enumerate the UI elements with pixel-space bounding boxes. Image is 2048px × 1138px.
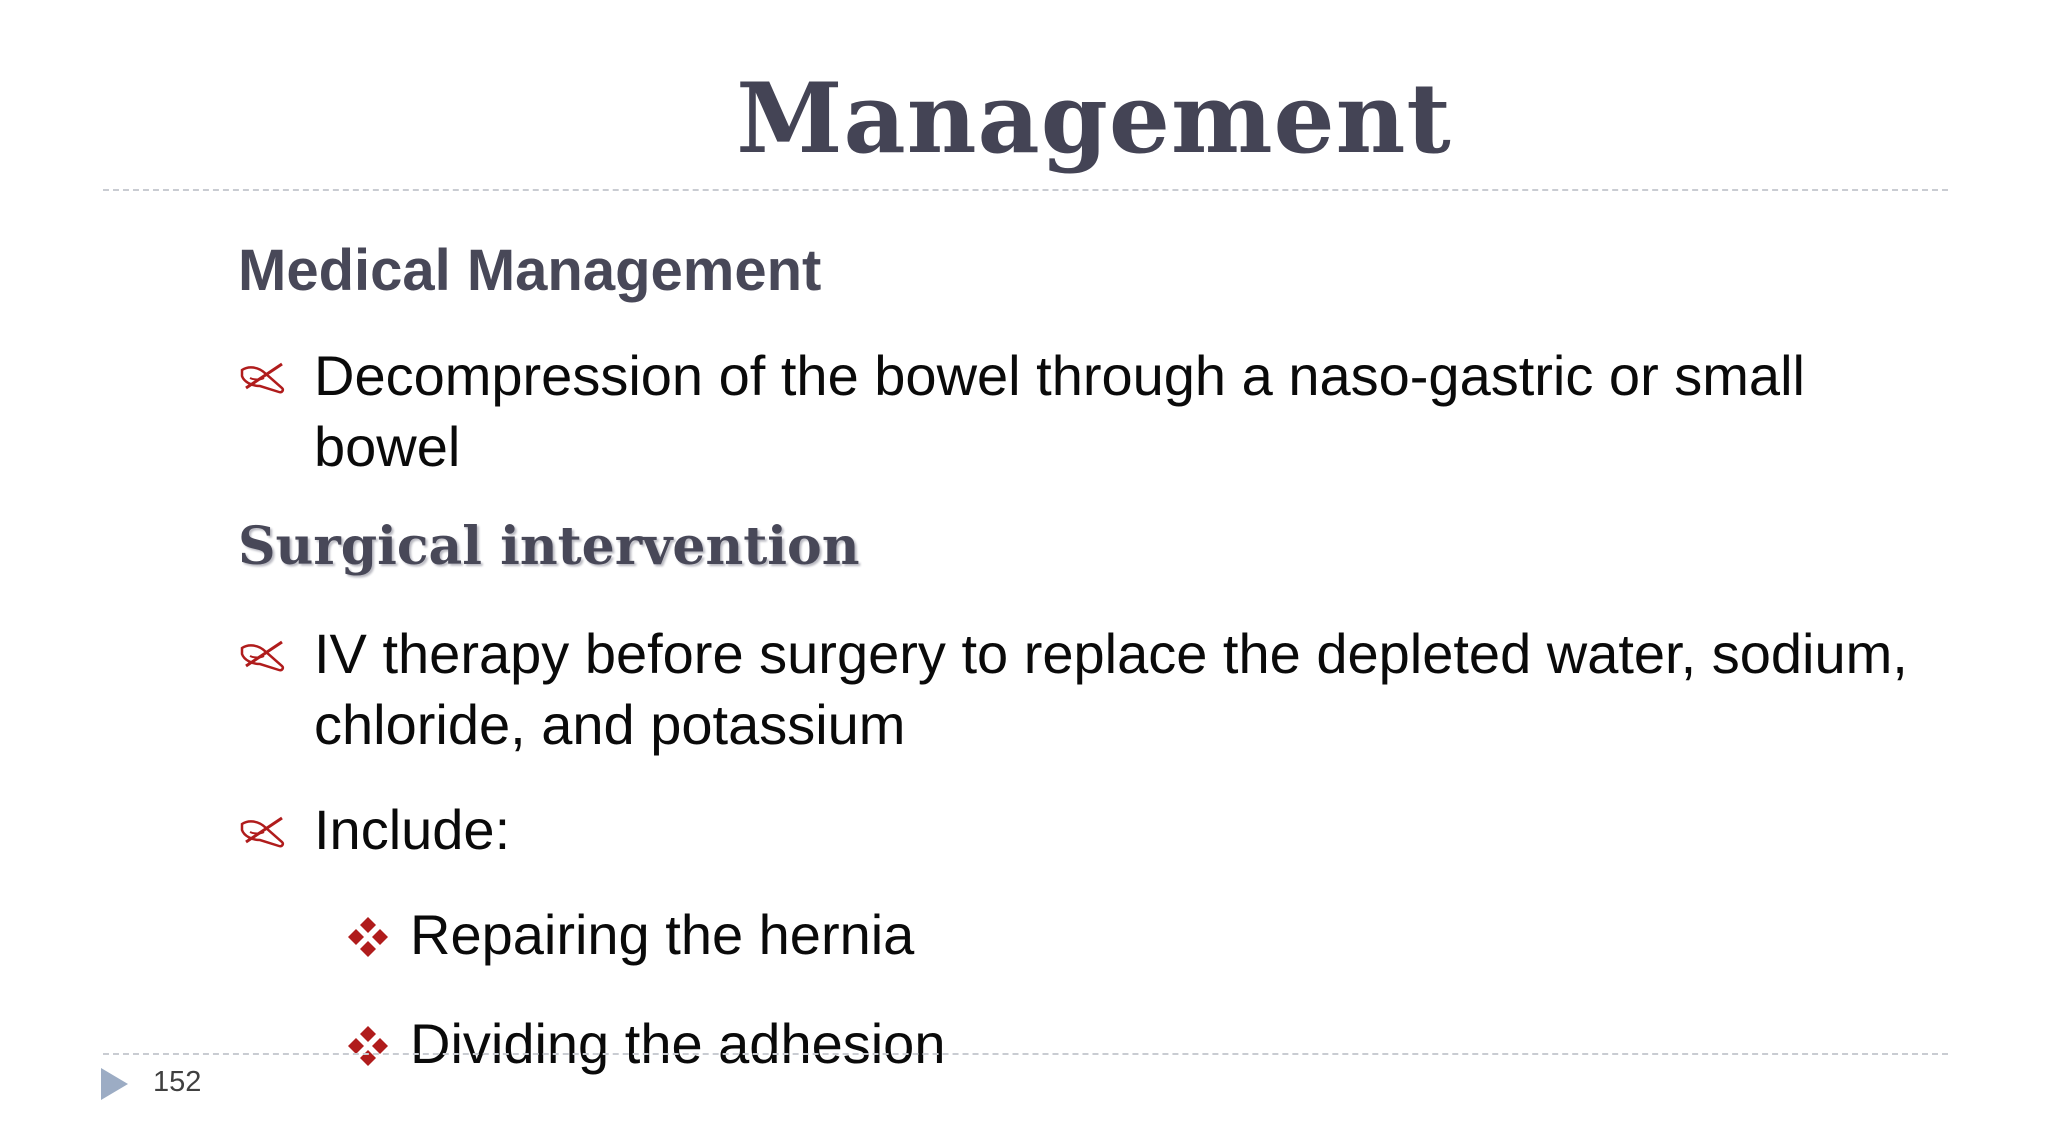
top-divider — [103, 189, 1948, 191]
surgical-intervention-heading: Surgical intervention — [238, 515, 860, 577]
play-arrow-icon — [101, 1068, 128, 1100]
bottom-divider — [103, 1053, 1948, 1055]
bullet-text: Include: — [314, 797, 511, 861]
writing-hand-icon — [238, 356, 290, 396]
sub-bullet-text: Repairing the hernia — [410, 902, 915, 966]
sub-bullet-item — [346, 899, 1938, 970]
bullet-text: IV therapy before surgery to replace the depleted water, sodium, chloride, and potassium — [314, 621, 1908, 756]
sub-bullet-item — [346, 1008, 1938, 1079]
four-diamond-icon — [346, 1024, 390, 1068]
medical-management-heading: Medical Management — [238, 238, 822, 303]
bullet-item — [238, 618, 1938, 760]
four-diamond-icon — [346, 915, 390, 959]
page-number: 152 — [153, 1066, 202, 1098]
bullet-text: Decompression of the bowel through a naso-gastric or small bowel — [314, 343, 1805, 478]
bullet-item — [238, 794, 1938, 865]
slide-title: Management — [736, 62, 1452, 175]
writing-hand-icon — [238, 634, 290, 674]
bullet-item — [238, 340, 1938, 482]
sub-bullet-text: Dividing the adhesion — [410, 1011, 946, 1075]
slide-content — [238, 236, 1938, 1117]
writing-hand-icon — [238, 810, 290, 850]
